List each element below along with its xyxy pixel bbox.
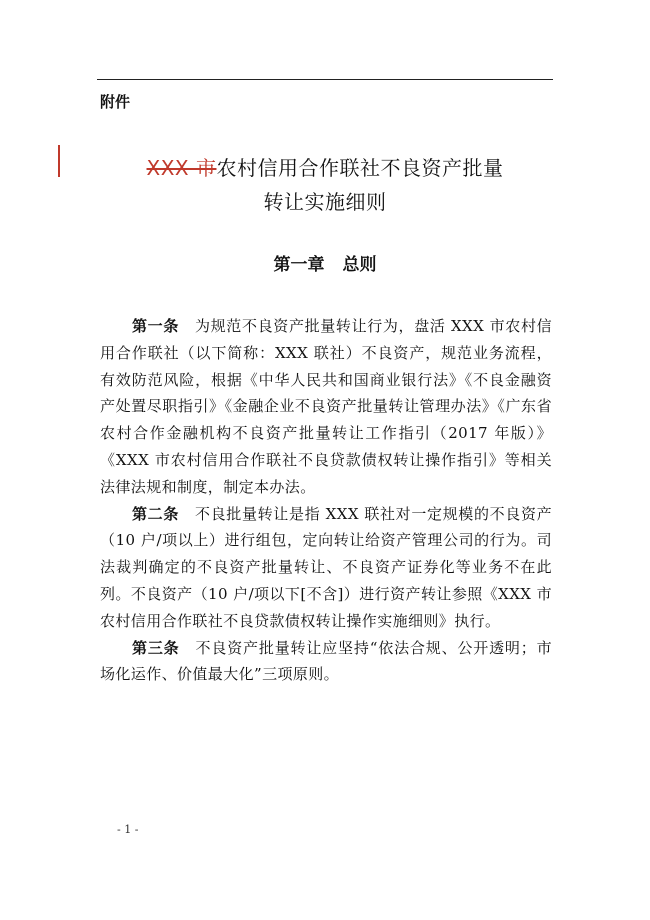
document-title-line-2: 转让实施细则 xyxy=(263,190,387,214)
article-label: 第二条 xyxy=(132,504,179,523)
page-number: - 1 - xyxy=(117,823,139,836)
chapter-name: 总则 xyxy=(342,255,377,275)
chapter-heading xyxy=(0,250,650,275)
document-title-line-1 xyxy=(0,152,650,181)
article-label: 第一条 xyxy=(132,317,179,335)
article-3 xyxy=(100,635,552,689)
document-body xyxy=(100,313,552,688)
chapter-number: 第一章 xyxy=(273,255,325,275)
attachment-label: 附件 xyxy=(100,93,131,111)
article-text: 为规范不良资产批量转让行为，盘活 XXX 市农村信用合作联社（以下简称：XXX 联社）不良资产，规范业务流程，有效防范风险，根据《中华人民共和国商业银行法》《不良金融资产处置尽职指引》《金融企业不良资产批量转让管理办法》《广东省农村合作金融机构不良资产批量转让工作指引（2017 年版）》《XXX 市农村信用合作联社不良贷款债权转让操作指引》等相关法律法规和制度，制定本办法。 xyxy=(100,317,553,496)
header-rule xyxy=(97,79,553,80)
title-deleted-text: XXX 市 xyxy=(146,156,217,180)
article-label: 第三条 xyxy=(132,638,180,657)
article-text: 不良批量转让是指 XXX 联社对一定规模的不良资产（10 户/项以上）进行组包，定向转让给资产管理公司的行为。司法裁判确定的不良资产批量转让、不良资产证券化等业务不在此列。不良资产（10 户/项以下[不含]）进行资产转让参照《XXX 市农村信用合作联社不良贷款债权转让操作实施细则》执行。 xyxy=(100,504,553,630)
article-text: 不良资产批量转让应坚持“依法合规、公开透明；市场化运作、价值最大化”三项原则。 xyxy=(100,638,552,684)
article-2 xyxy=(100,501,552,635)
article-1 xyxy=(100,313,552,501)
title-line-1-text: 农村信用合作联社不良资产批量 xyxy=(216,156,504,180)
